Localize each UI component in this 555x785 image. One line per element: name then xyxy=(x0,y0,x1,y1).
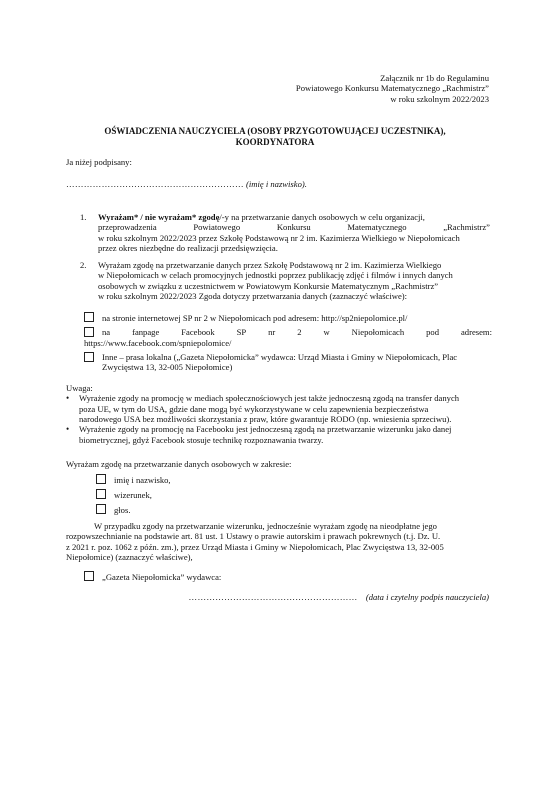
fb-word: na xyxy=(102,327,111,338)
fb-word: w xyxy=(323,327,330,338)
item-1-number: 1. xyxy=(80,212,87,222)
note-2-line-2: biometrycznej, gdyż Facebook stosuje technikę rozpoznawania twarzy. xyxy=(79,434,324,445)
image-rights-line-1: W przypadku zgody na przetwarzanie wizerunku, jednocześnie wyrażam zgodę na nieodpłatne jego xyxy=(94,521,437,531)
bullet-icon: • xyxy=(66,424,70,435)
fb-word: fanpage xyxy=(132,327,160,338)
checkbox[interactable] xyxy=(96,474,106,484)
item-1-line-2 xyxy=(98,222,490,232)
attachment-header xyxy=(169,73,489,104)
signature-line xyxy=(189,592,489,602)
image-rights-line-3: z 2021 r. poz. 1062 z późn. zm.), przez Urząd Miasta i Gminy w Niepołomicach, Plac Zwycięstwa 13, 32-005 xyxy=(66,541,444,552)
publish-option-press-line-2: Zwycięstwa 13, 32-005 Niepołomice) xyxy=(102,362,233,373)
checkbox[interactable] xyxy=(84,312,94,322)
publish-option-facebook-url: https://www.facebook.com/spniepolomice/ xyxy=(84,337,232,348)
image-rights-option-label: „Gazeta Niepołomicka” wydawca: xyxy=(102,572,222,582)
title-line-1: OŚWIADCZENIA NAUCZYCIELA (OSOBY PRZYGOTOWUJĄCEJ UCZESTNIKA), xyxy=(104,126,446,136)
fb-word: pod xyxy=(426,327,440,338)
item-2-number: 2. xyxy=(80,260,87,270)
note-1 xyxy=(66,393,494,424)
scope-option-name-label: imię i nazwisko, xyxy=(114,475,171,485)
header-line-3: w roku szkolnym 2022/2023 xyxy=(390,93,489,104)
publish-options xyxy=(84,312,492,373)
consent-item-2 xyxy=(80,260,490,301)
item-1-rest: /-y na przetwarzanie danych osobowych w celu organizacji, xyxy=(219,212,425,222)
item-2-line-1: Wyrażam zgodę na przetwarzanie danych przez Szkołę Podstawową nr 2 im. Kazimierza Wielkiego xyxy=(98,260,442,270)
publish-option-press-line-1: Inne – prasa lokalna („Gazeta Niepołomicka” wydawca: Urząd Miasta i Gminy w Niepołomicach, Plac xyxy=(102,351,458,362)
note-1-line-2: poza UE, w tym do USA, gdzie dane mogą być wykorzystywane w celu zapewnienia bezpieczeństwa xyxy=(79,403,429,414)
header-line-1: Załącznik nr 1b do Regulaminu xyxy=(380,73,489,83)
header-line-2: Powiatowego Konkursu Matematycznego „Rachmistrz” xyxy=(295,83,489,94)
publish-option-press[interactable] xyxy=(84,352,492,373)
item-1-line-3: w roku szkolnym 2022/2023 przez Szkołę Podstawową nr 2 im. Kazimierza Wielkiego w Niepołomicach xyxy=(98,232,460,243)
fb-word: nr xyxy=(268,327,276,338)
intro-text: Ja niżej podpisany: xyxy=(66,157,132,167)
consent-scope-options xyxy=(96,474,171,519)
checkbox[interactable] xyxy=(84,352,94,362)
checkbox[interactable] xyxy=(84,327,94,337)
note-2-line-1: Wyrażenie zgody na promocję na Facebooku jest jednoczesną zgodą na przetwarzanie wizerunku jako danej xyxy=(79,424,452,435)
notes-section xyxy=(66,383,494,445)
signature-dots: ………………………………………………… xyxy=(188,592,358,602)
signature-label: (data i czytelny podpis nauczyciela) xyxy=(365,592,489,602)
publish-option-website[interactable] xyxy=(84,312,492,323)
item-1-word: Matematycznego xyxy=(347,222,407,233)
title-line-2: KOORDYNATORA xyxy=(235,136,315,147)
scope-option-name[interactable] xyxy=(96,474,171,489)
fb-word: Facebook xyxy=(181,327,215,338)
fb-word: adresem: xyxy=(460,327,492,338)
publish-option-facebook-line-1 xyxy=(102,327,492,337)
item-1-bold: Wyrażam* / nie wyrażam* zgodę xyxy=(98,212,220,222)
name-line xyxy=(66,179,307,189)
document-title xyxy=(60,126,490,148)
note-1-line-1: Wyrażenie zgody na promocję w mediach społecznościowych jest także jednoczesną zgodą na transfer danych xyxy=(79,393,460,404)
note-1-line-3: narodowego USA bez możliwości skorzystania z praw, które gwarantuje RODO (np. wniesienia sprzeciwu). xyxy=(79,413,452,424)
consent-scope-heading: Wyrażam zgodę na przetwarzanie danych osobowych w zakresie: xyxy=(66,459,292,469)
checkbox[interactable] xyxy=(96,504,106,514)
fb-word: SP xyxy=(236,327,247,338)
consent-item-1 xyxy=(80,212,490,253)
item-1-word: przeprowadzenia xyxy=(98,222,157,233)
checkbox[interactable] xyxy=(96,489,106,499)
scope-option-voice-label: głos. xyxy=(114,505,131,515)
fb-word: 2 xyxy=(297,327,302,338)
image-rights-line-2: rozpowszechnianie na podstawie art. 81 ust. 1 Ustawy o prawie autorskim i prawach pokrewnych (t.j. Dz. U. xyxy=(66,531,441,542)
checkbox[interactable] xyxy=(84,571,94,581)
item-2-line-4: w roku szkolnym 2022/2023 Zgoda dotyczy przetwarzania danych (zaznaczyć właściwe): xyxy=(98,290,408,301)
name-dots: …………………………………………………… xyxy=(66,179,244,189)
image-rights-line-4: Niepołomice) (zaznaczyć właściwe), xyxy=(66,551,193,562)
publish-option-facebook[interactable] xyxy=(84,327,492,348)
item-2-line-3: osobowych w związku z uczestnictwem w Powiatowym Konkursie Matematycznym „Rachmistrz” xyxy=(98,280,439,291)
notes-heading: Uwaga: xyxy=(66,383,93,393)
fb-word: Niepołomicach xyxy=(351,327,405,338)
name-label: (imię i nazwisko). xyxy=(246,179,307,189)
scope-option-image-label: wizerunek, xyxy=(114,490,152,500)
image-rights-paragraph xyxy=(66,521,492,562)
image-rights-option[interactable] xyxy=(84,571,221,582)
note-2 xyxy=(66,424,494,445)
bullet-icon: • xyxy=(66,393,70,404)
scope-option-image[interactable] xyxy=(96,489,171,504)
item-1-word: „Rachmistrz” xyxy=(443,222,490,233)
item-1-word: Powiatowego xyxy=(193,222,241,233)
item-1-word: Konkursu xyxy=(276,222,311,233)
scope-option-voice[interactable] xyxy=(96,504,171,519)
item-1-line-4: przez okres niezbędne do realizacji przedsięwzięcia. xyxy=(98,242,278,253)
publish-option-website-label: na stronie internetowej SP nr 2 w Niepołomicach pod adresem: http://sp2niepolomice.pl/ xyxy=(102,313,408,323)
item-2-line-2: w Niepołomicach w celach promocyjnych jednostki poprzez publikację zdjęć i filmów i innych danych xyxy=(98,270,453,281)
